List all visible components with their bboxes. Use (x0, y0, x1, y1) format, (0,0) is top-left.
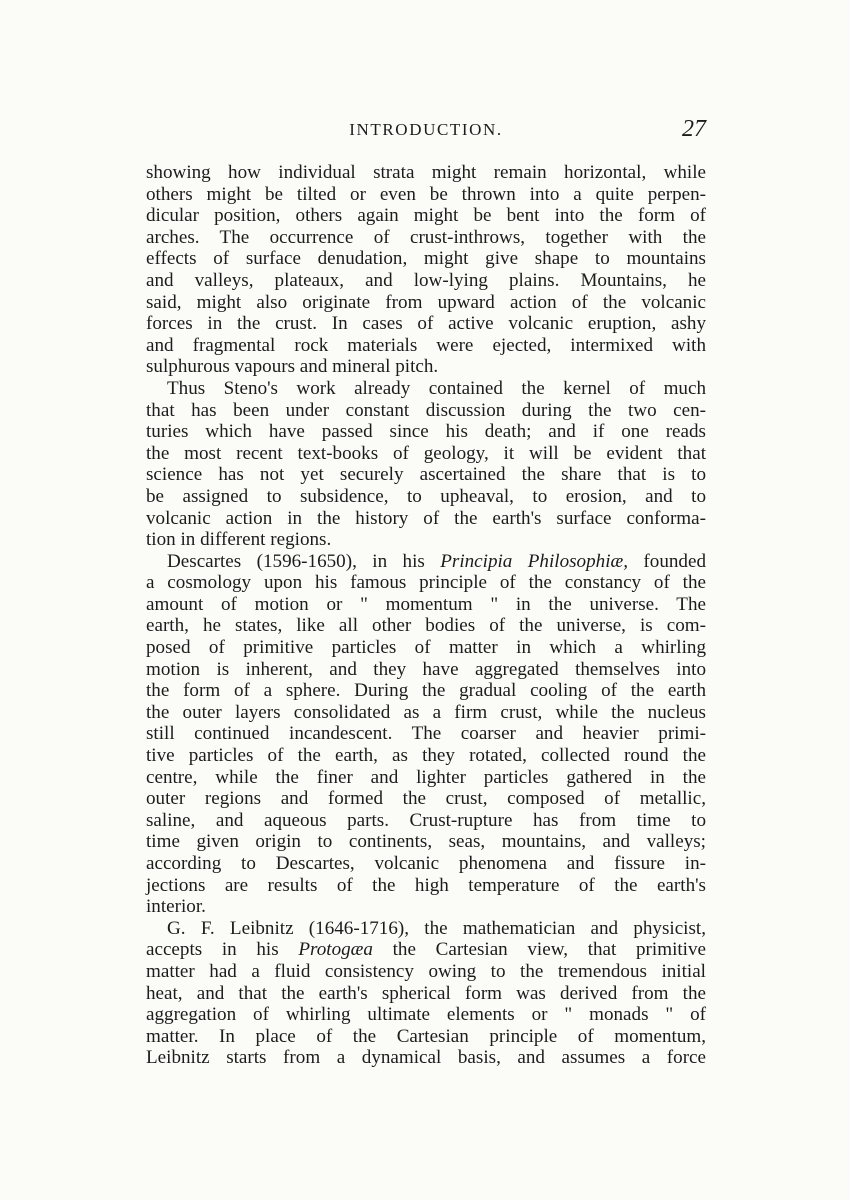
text-line: others might be tilted or even be thrown into a quite perpen- (146, 183, 706, 205)
text-line: showing how individual strata might remain horizontal, while (146, 162, 706, 183)
text-run: the Cartesian view, that primitive (372, 939, 707, 961)
text-line: aggregation of whirling ultimate elements or " monads " of (146, 1004, 706, 1026)
paragraph-3 (146, 551, 706, 918)
text-line: said, might also originate from upward action of the volcanic (146, 291, 706, 313)
text-line: Thus Steno's work already contained the kernel of much (167, 377, 706, 399)
book-title: Protogæa (298, 939, 373, 961)
paragraph-2 (146, 378, 706, 551)
text-line: the outer layers consolidated as a firm crust, while the nucleus (146, 701, 706, 723)
text-line: interior. (146, 896, 206, 918)
body-text (146, 162, 706, 1069)
text-line: tive particles of the earth, as they rotated, collected round the (146, 745, 706, 767)
running-title: INTRODUCTION. (349, 120, 503, 139)
text-line: and fragmental rock materials were ejected, intermixed with (146, 334, 706, 356)
text-run: accepts in his (146, 939, 299, 961)
text-line: and valleys, plateaux, and low-lying plains. Mountains, he (146, 269, 706, 291)
text-line: motion is inherent, and they have aggregated themselves into (146, 658, 706, 680)
text-line: saline, and aqueous parts. Crust-rupture has from time to (146, 809, 706, 831)
text-run: founded (628, 550, 706, 572)
text-line: jections are results of the high temperature of the earth's (146, 874, 706, 896)
text-line: the most recent text-books of geology, it will be evident that (146, 442, 706, 464)
text-line (146, 551, 706, 573)
text-line: a cosmology upon his famous principle of the constancy of the (146, 572, 706, 594)
text-line: Leibnitz starts from a dynamical basis, and assumes a force (146, 1047, 706, 1069)
text-line: tion in different regions. (146, 529, 332, 551)
text-line: the form of a sphere. During the gradual cooling of the earth (146, 680, 706, 702)
text-line: matter. In place of the Cartesian principle of momentum, (146, 1025, 706, 1047)
text-line: centre, while the finer and lighter particles gathered in the (146, 766, 706, 788)
text-line: earth, he states, like all other bodies of the universe, is com- (146, 615, 706, 637)
page-number: 27 (682, 116, 706, 142)
text-run: Descartes (1596-1650), in his (167, 550, 441, 572)
text-line: G. F. Leibnitz (1646-1716), the mathematician and physicist, (167, 917, 706, 939)
text-line: be assigned to subsidence, to upheaval, to erosion, and to (146, 485, 706, 507)
text-line: outer regions and formed the crust, composed of metallic, (146, 788, 706, 810)
book-title: Principia Philosophiæ, (440, 550, 629, 572)
text-line (146, 939, 706, 961)
text-line: posed of primitive particles of matter in which a whirling (146, 637, 706, 659)
text-line: that has been under constant discussion during the two cen- (146, 399, 706, 421)
text-line: forces in the crust. In cases of active volcanic eruption, ashy (146, 313, 706, 335)
text-line: heat, and that the earth's spherical form was derived from the (146, 982, 706, 1004)
book-page (146, 116, 707, 1069)
paragraph-1 (146, 162, 706, 378)
text-line: volcanic action in the history of the earth's surface conforma- (146, 507, 706, 529)
text-line: science has not yet securely ascertained the share that is to (146, 464, 706, 486)
text-line: time given origin to continents, seas, mountains, and valleys; (146, 831, 706, 853)
text-line: effects of surface denudation, might give shape to mountains (146, 248, 706, 270)
running-head (146, 116, 706, 156)
paragraph-4 (146, 918, 706, 1069)
text-line: amount of motion or " momentum " in the universe. The (146, 593, 706, 615)
text-line: according to Descartes, volcanic phenomena and fissure in- (146, 853, 706, 874)
text-line: sulphurous vapours and mineral pitch. (146, 356, 439, 378)
text-line: dicular position, others again might be bent into the form of (146, 205, 706, 227)
text-line: still continued incandescent. The coarser and heavier primi- (146, 723, 706, 745)
text-line: matter had a fluid consistency owing to the tremendous initial (146, 960, 706, 982)
text-line: turies which have passed since his death; and if one reads (146, 421, 706, 443)
text-line: arches. The occurrence of crust-inthrows, together with the (146, 226, 706, 248)
